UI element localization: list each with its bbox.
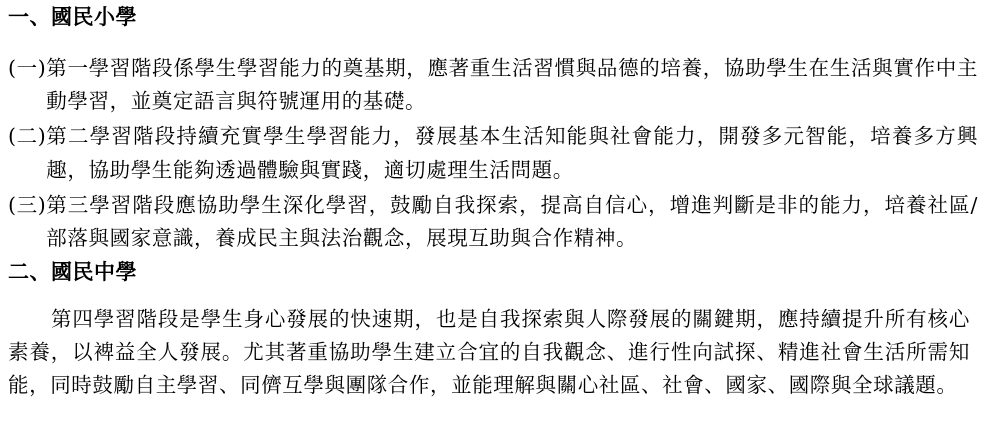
clause-text: 第三學習階段應協助學生深化學習，鼓勵自我探索，提高自信心，增進判斷是非的能力，培養社區/部落與國家意識，養成民主與法治觀念，展現互助與合作精神。 bbox=[46, 192, 978, 251]
section-heading-junior-high: 二、國民中學 bbox=[8, 259, 137, 284]
paragraph-junior-high: 第四學習階段是學生身心發展的快速期，也是自我探索與人際發展的關鍵期，應持續提升所有核心素養，以裨益全人發展。尤其著重協助學生建立合宜的自我觀念、進行性向試探、精進社會生活所需知能，同時鼓勵自主學習、同儕互學與團隊合作，並能理解與關心社區、社會、國家、國際與全球議題。 bbox=[8, 307, 970, 398]
clause-list-elementary bbox=[8, 52, 978, 257]
clause-marker: (三) bbox=[8, 192, 47, 217]
list-item bbox=[8, 52, 978, 118]
section-heading-elementary: 一、國民小學 bbox=[8, 4, 137, 29]
clause-text: 第二學習階段持續充實學生學習能力，發展基本生活知能與社會能力，開發多元智能，培養多方興趣，協助學生能夠透過體驗與實踐，適切處理生活問題。 bbox=[46, 124, 978, 182]
clause-text: 第一學習階段係學生學習能力的奠基期，應著重生活習慣與品德的培養，協助學生在生活與實作中主動學習，並奠定語言與符號運用的基礎。 bbox=[46, 56, 978, 114]
list-item bbox=[8, 189, 978, 255]
list-item bbox=[8, 120, 978, 186]
clause-marker: (一) bbox=[8, 56, 47, 80]
clause-marker: (二) bbox=[8, 124, 47, 149]
